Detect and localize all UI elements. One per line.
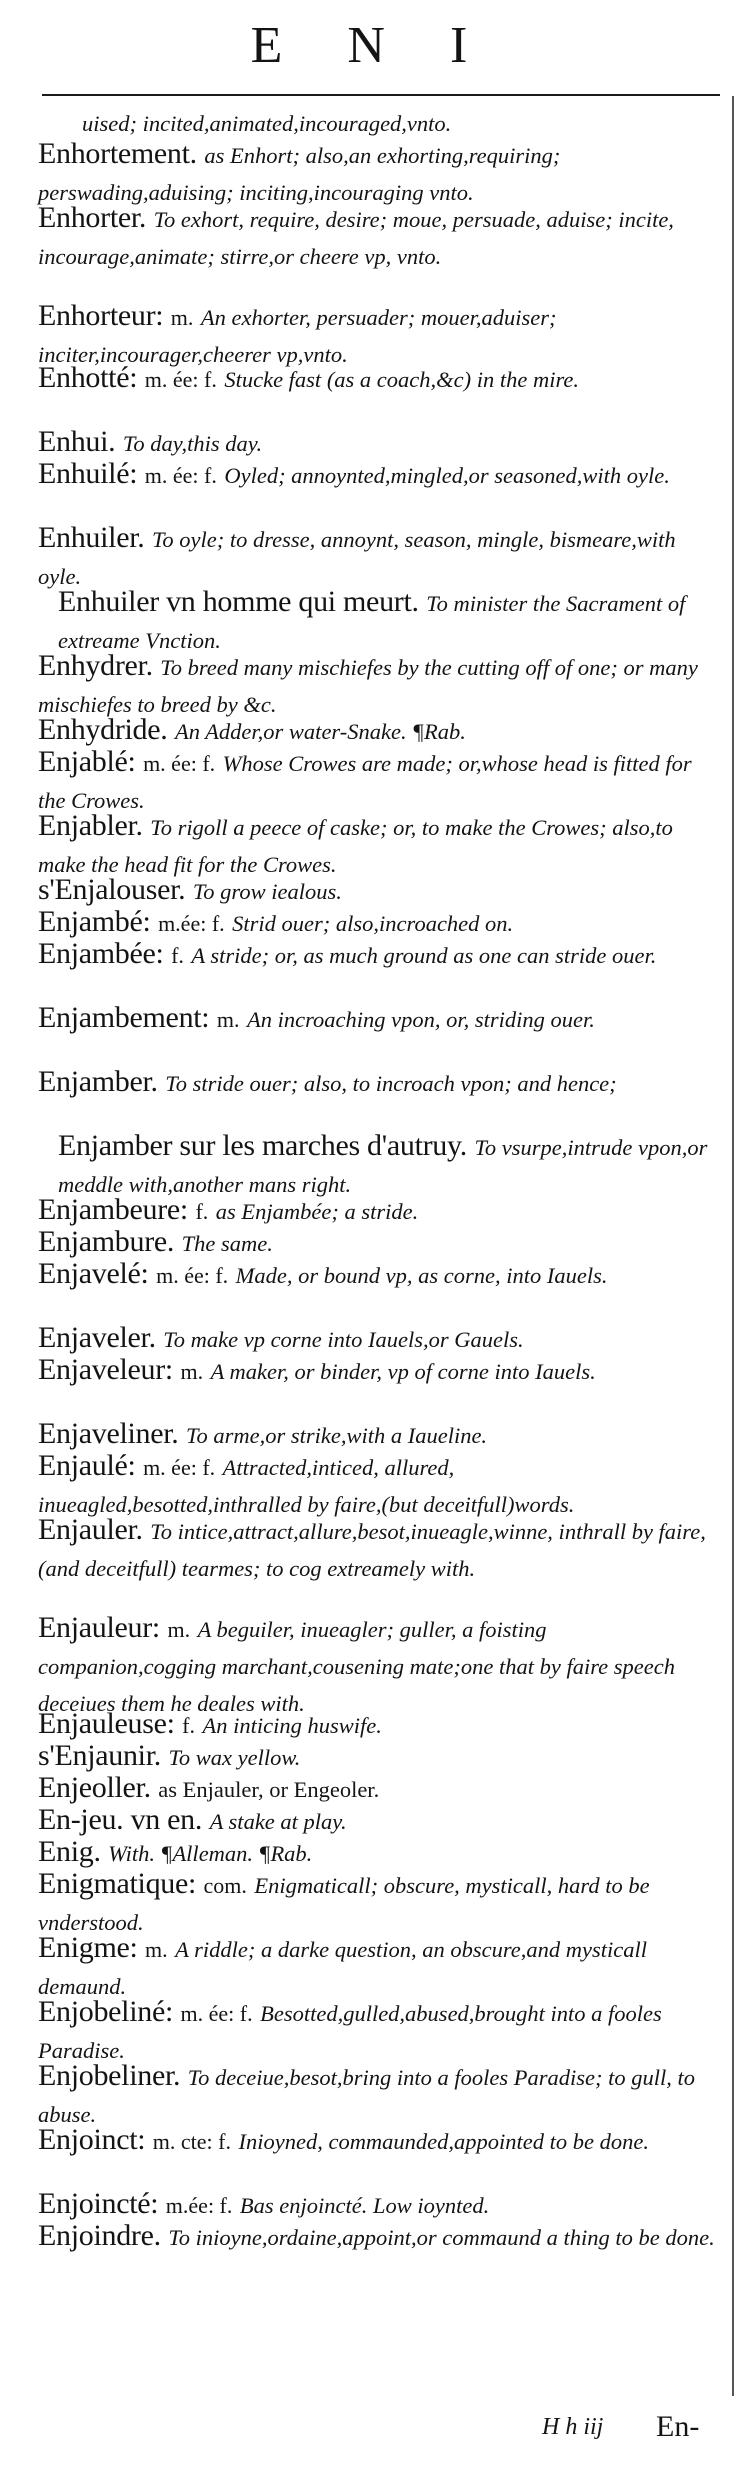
- entry-definition: To exhort, require, desire; moue, persuade, aduise; incite, incourage,animate; stirre,or cheere vp, vnto.: [38, 207, 674, 269]
- entry-definition: Bas enjoincté. Low ioynted.: [239, 2193, 490, 2218]
- entry-definition: To arme,or strike,with a Iaueline.: [186, 1423, 488, 1448]
- dictionary-entry: [38, 1866, 718, 1940]
- dictionary-entry: [38, 1000, 718, 1037]
- entry-headword: Enhuiler.: [38, 521, 145, 554]
- entry-headword: Enjabler.: [38, 809, 143, 842]
- entry-headword: Enig.: [38, 1835, 101, 1868]
- entry-headword: Enhydrer.: [38, 649, 153, 682]
- entry-grammar: m.: [145, 1937, 168, 1962]
- dictionary-entry: [38, 456, 718, 493]
- entry-headword: Enhorter.: [38, 201, 147, 234]
- entry-headword: Enhotté:: [38, 361, 138, 394]
- dictionary-entry: [38, 936, 718, 973]
- entry-headword: Enjaveliner.: [38, 1417, 179, 1450]
- entry-definition: A stake at play.: [209, 1809, 347, 1834]
- entry-headword: Enjauler.: [38, 1513, 143, 1546]
- entry-definition: Enigmaticall; obscure, mysticall, hard to be vnderstood.: [38, 1873, 650, 1935]
- entry-headword: Enjambée:: [38, 937, 164, 970]
- dictionary-entry: [38, 520, 718, 594]
- entry-definition: Made, or bound vp, as corne, into Iauels.: [235, 1263, 608, 1288]
- entry-definition: To day,this day.: [122, 431, 263, 456]
- entry-grammar: m.: [180, 1359, 204, 1384]
- entry-headword: Enhortement.: [38, 137, 197, 170]
- dictionary-entry: [38, 360, 718, 397]
- entry-headword: Enjamber.: [38, 1065, 158, 1098]
- dictionary-entry: [38, 136, 718, 210]
- entry-definition: To intice,attract,allure,besot,inueagle,winne, inthrall by faire,(and deceitfull) tearmes; to cog extreamely with.: [38, 1519, 706, 1581]
- dictionary-entry: [58, 1128, 738, 1202]
- dictionary-entry: [38, 1448, 718, 1522]
- entry-definition: To minister the Sacrament of extreame Vnction.: [58, 591, 686, 653]
- entry-definition: A riddle; a darke question, an obscure,and mysticall demaund.: [38, 1937, 647, 1999]
- entry-definition: Besotted,gulled,abused,brought into a fooles Paradise.: [38, 2001, 662, 2063]
- entry-headword: Enjamber sur les marches d'autruy.: [58, 1129, 467, 1162]
- dictionary-entry: [38, 744, 718, 818]
- entry-headword: Enjobeliner.: [38, 2059, 181, 2092]
- dictionary-entry: [38, 1064, 718, 1101]
- entry-grammar: m. ée: f.: [156, 1263, 229, 1288]
- dictionary-entry: [38, 1256, 718, 1293]
- entry-headword: Enjambé:: [38, 905, 151, 938]
- entry-definition: To deceiue,besot,bring into a fooles Paradise; to gull, to abuse.: [38, 2065, 695, 2127]
- entry-headword: Enjaveleur:: [38, 1353, 173, 1386]
- entry-definition: as Enjambée; a stride.: [215, 1199, 419, 1224]
- entry-headword: Enjoindre.: [38, 2219, 161, 2252]
- entry-definition: To wax yellow.: [168, 1745, 301, 1770]
- entry-grammar: m. ée: f.: [144, 367, 217, 392]
- dictionary-entry: [38, 648, 718, 722]
- entry-definition: To rigoll a peece of caske; or, to make the Crowes; also,to make the head fit for the Crowes.: [38, 815, 673, 877]
- entry-headword: Enjaulé:: [38, 1449, 136, 1482]
- dictionary-entry: [38, 200, 718, 274]
- entry-headword: Enjambement:: [38, 1001, 210, 1034]
- entry-headword: s'Enjaunir.: [38, 1739, 161, 1772]
- entry-headword: Enjambure.: [38, 1225, 175, 1258]
- entry-definition: as Enjauler, or Engeoler.: [158, 1777, 380, 1802]
- dictionary-entry: [38, 808, 718, 882]
- entry-grammar: m.ée: f.: [165, 2193, 233, 2218]
- entry-headword: Enjaveler.: [38, 1321, 156, 1354]
- entry-definition: To make vp corne into Iauels,or Gauels.: [163, 1327, 524, 1352]
- entry-grammar: m. ée: f.: [143, 751, 216, 776]
- entry-grammar: m.ée: f.: [158, 911, 225, 936]
- entry-headword: Enhuilé:: [38, 457, 138, 490]
- entry-definition: To stride ouer; also, to incroach vpon; and hence;: [165, 1071, 617, 1096]
- dictionary-entry: [38, 1930, 718, 2004]
- entry-grammar: m.: [216, 1007, 240, 1032]
- entry-grammar: m. cte: f.: [152, 2129, 231, 2154]
- entry-definition: A stride; or, as much ground as one can stride ouer.: [191, 943, 657, 968]
- entry-definition: To grow iealous.: [192, 879, 342, 904]
- entry-definition: The same.: [181, 1231, 273, 1256]
- dictionary-entry: [58, 584, 738, 658]
- entry-headword: Enhorteur:: [38, 299, 164, 332]
- entry-definition: To oyle; to dresse, annoynt, season, mingle, bismeare,with oyle.: [38, 527, 676, 589]
- entry-grammar: f.: [195, 1199, 209, 1224]
- entry-headword: Enjobeliné:: [38, 1995, 173, 2028]
- entry-grammar: m. ée: f.: [180, 2001, 253, 2026]
- entry-headword: Enjauleur:: [38, 1611, 160, 1644]
- entry-definition: Oyled; annoynted,mingled,or seasoned,with oyle.: [224, 463, 670, 488]
- signature-mark: H h iij: [542, 2414, 604, 2440]
- entry-headword: Enigmatique:: [38, 1867, 197, 1900]
- entry-headword: Enjoincté:: [38, 2187, 159, 2220]
- entry-definition: To vsurpe,intrude vpon,or meddle with,another mans right.: [58, 1135, 708, 1197]
- entry-grammar: f.: [171, 943, 184, 968]
- entry-definition: Inioyned, commaunded,appointed to be done.: [238, 2129, 650, 2154]
- entry-headword: Enjambeure:: [38, 1193, 188, 1226]
- dictionary-entry: [38, 2122, 718, 2159]
- entry-headword: Enjoinct:: [38, 2123, 146, 2156]
- dictionary-entry: [38, 2058, 718, 2132]
- entry-headword: Enjeoller.: [38, 1771, 151, 1804]
- running-head: E N I: [250, 17, 494, 74]
- dictionary-entry: [38, 1352, 718, 1389]
- entry-definition: An exhorter, persuader; mouer,aduiser; inciter,incourager,cheerer vp,vnto.: [38, 305, 557, 367]
- entry-grammar: m.: [170, 305, 194, 330]
- entry-definition: Strid ouer; also,incroached on.: [232, 911, 514, 936]
- entry-grammar: m. ée: f.: [143, 1455, 216, 1480]
- entry-headword: Enjavelé:: [38, 1257, 149, 1290]
- dictionary-entry: [38, 1512, 718, 1586]
- entry-definition: uised; incited,animated,incouraged,vnto.: [82, 111, 452, 136]
- entry-headword: En-jeu. vn en.: [38, 1803, 203, 1836]
- dictionary-entry: [38, 2218, 718, 2255]
- entry-definition: Whose Crowes are made; or,whose head is fitted for the Crowes.: [38, 751, 692, 813]
- entry-definition: Stucke fast (as a coach,&c) in the mire.: [224, 367, 580, 392]
- entry-grammar: m. ée: f.: [144, 463, 217, 488]
- entry-headword: Enjablé:: [38, 745, 136, 778]
- entry-definition: An Adder,or water-Snake. ¶Rab.: [174, 719, 466, 744]
- entry-grammar: com.: [203, 1873, 247, 1898]
- dictionary-entry: [38, 1994, 718, 2068]
- entry-definition: A beguiler, inueagler; guller, a foisting companion,cogging marchant,cousening mate;one that by faire speech deceiues them he deales with.: [38, 1617, 675, 1716]
- entry-definition: A maker, or binder, vp of corne into Iauels.: [210, 1359, 596, 1384]
- entry-grammar: m.: [167, 1617, 191, 1642]
- entry-definition: An inticing huswife.: [202, 1713, 382, 1738]
- entry-definition: An incroaching vpon, or, striding ouer.: [246, 1007, 595, 1032]
- entry-headword: Enjauleuse:: [38, 1707, 175, 1740]
- dictionary-entry: [38, 1610, 718, 1721]
- entry-grammar: f.: [182, 1713, 195, 1738]
- catchword: En-: [656, 2410, 700, 2443]
- entry-headword: s'Enjalouser.: [38, 873, 186, 906]
- entry-headword: Enhydride.: [38, 713, 168, 746]
- entry-definition: To inioyne,ordaine,appoint,or commaund a thing to be done.: [168, 2225, 715, 2250]
- entry-headword: Enhuiler vn homme qui meurt.: [58, 585, 419, 618]
- entry-headword: Enhui.: [38, 425, 116, 458]
- entry-definition: as Enhort; also,an exhorting,requiring; perswading,aduising; inciting,incouraging vnto.: [38, 143, 561, 205]
- entry-headword: Enigme:: [38, 1931, 138, 1964]
- entry-definition: With. ¶Alleman. ¶Rab.: [108, 1841, 313, 1866]
- entry-definition: Attracted,inticed, allured, inueagled,besotted,inthralled by faire,(but deceitfull)words.: [38, 1455, 575, 1517]
- entry-definition: To breed many mischiefes by the cutting off of one; or many mischiefes to breed by &c.: [38, 655, 698, 717]
